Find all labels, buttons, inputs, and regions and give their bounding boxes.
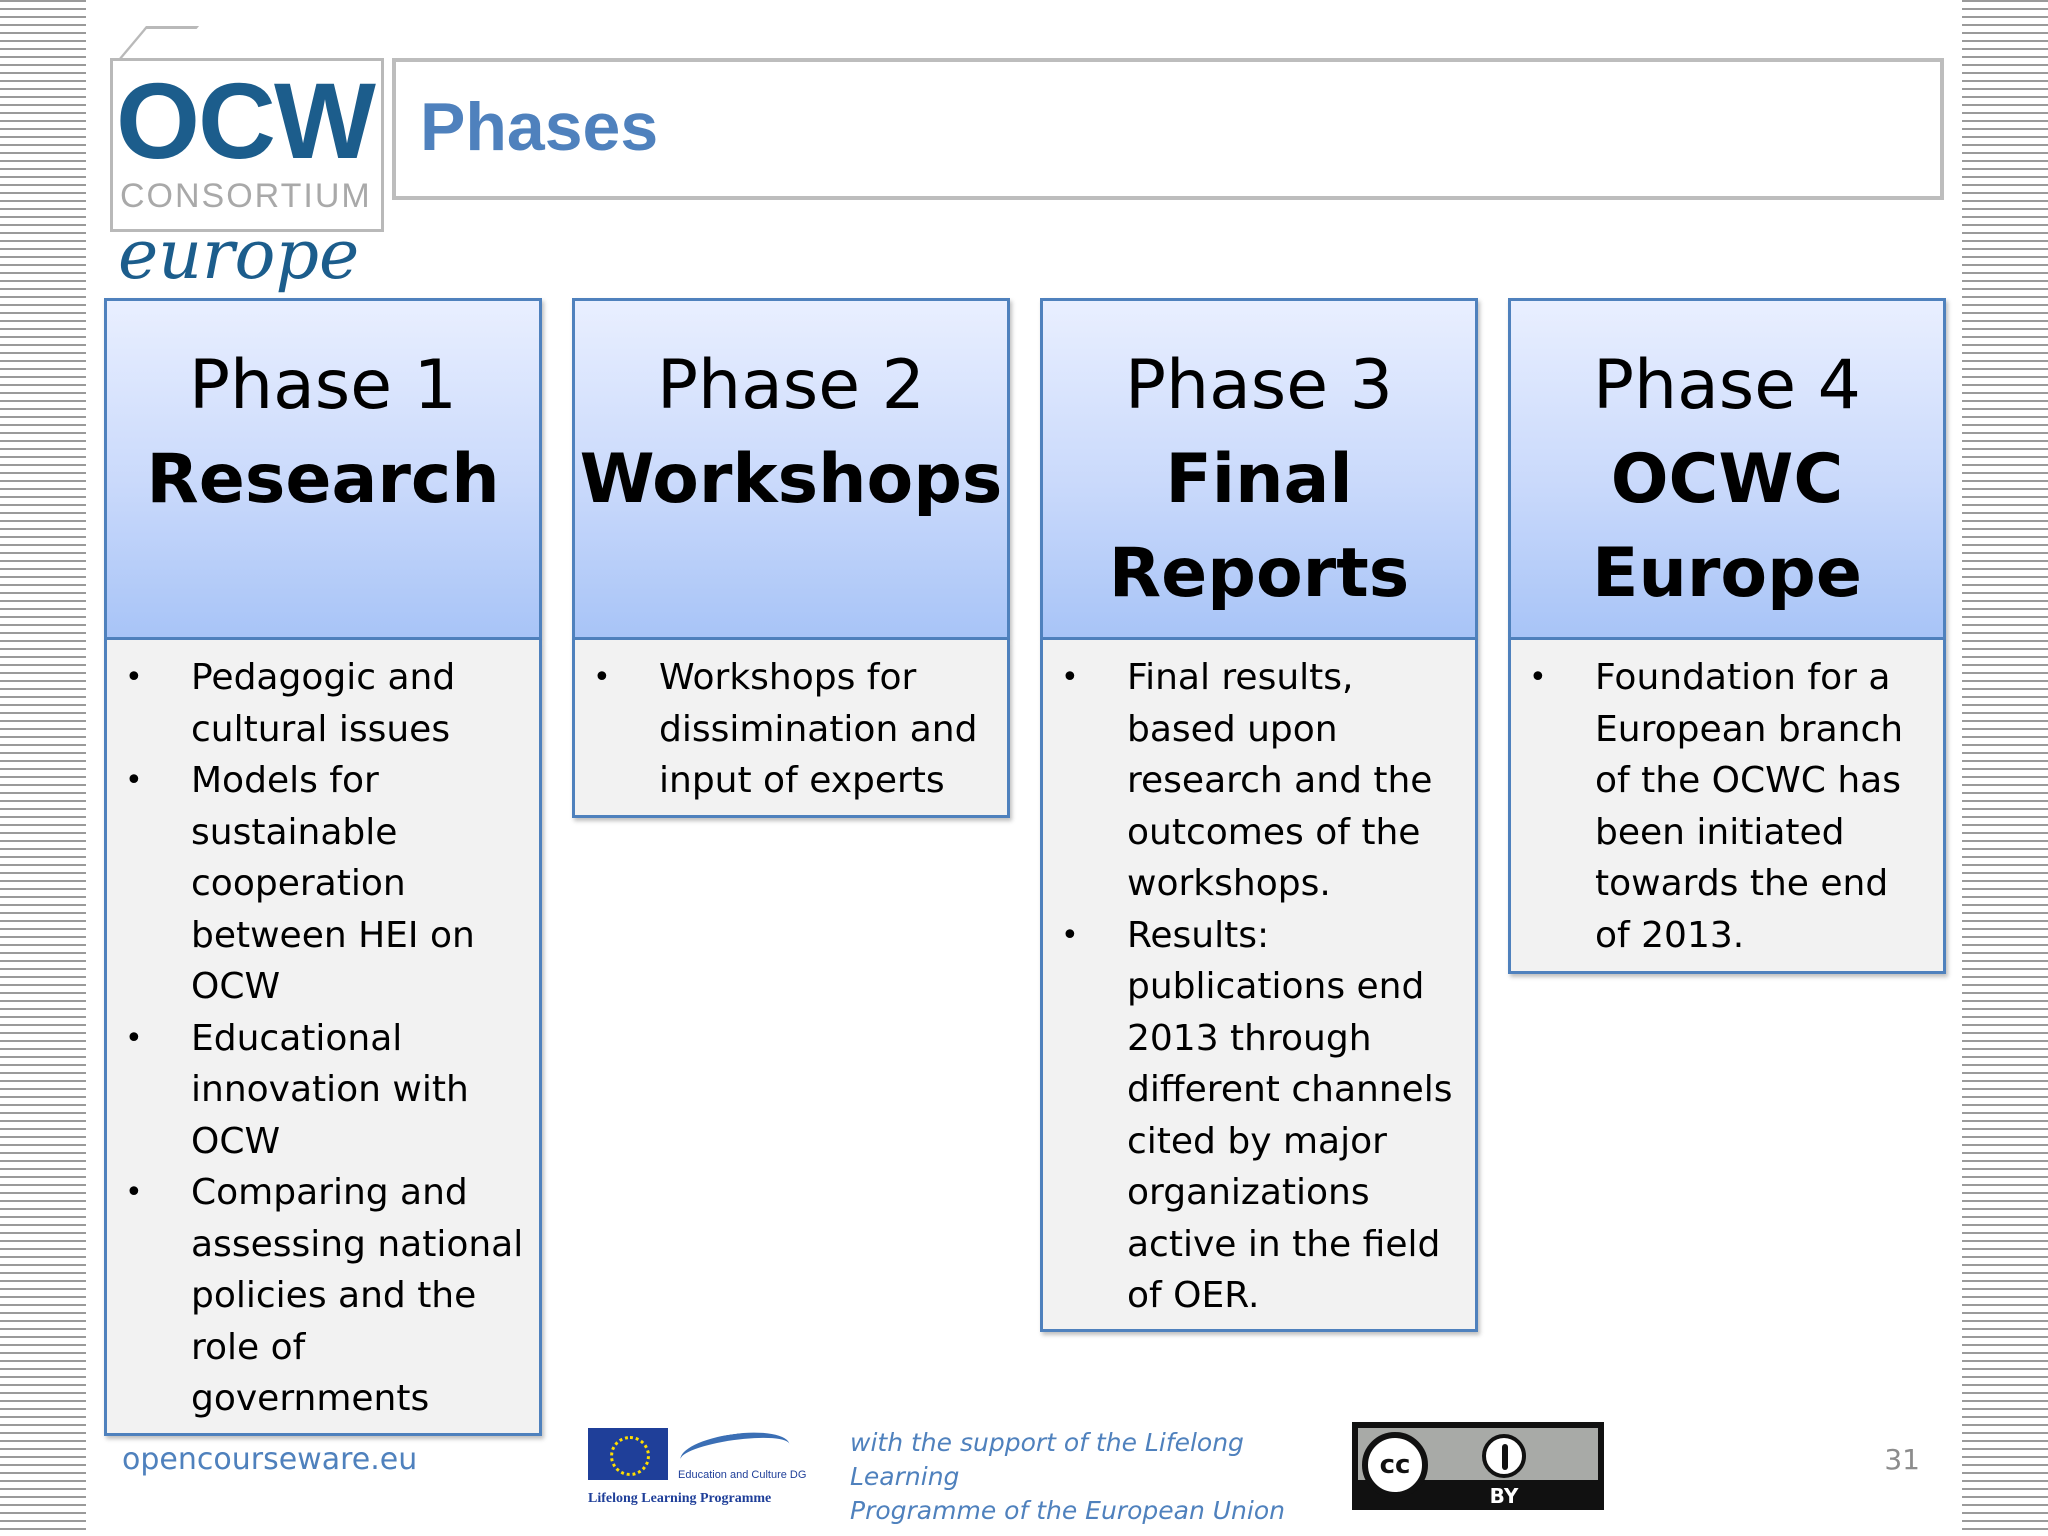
logo-europe-text: europe (118, 216, 360, 295)
phase-1-header (104, 298, 542, 640)
phase-4-name-line-1: OCWC (1610, 440, 1844, 519)
phase-4-bullet-list (1511, 640, 1943, 973)
bullet-icon: • (125, 763, 143, 798)
bullet-text: Results: publications end 2013 through different channels cited by major organizations active in the field of OER. (1127, 914, 1453, 1316)
phase-4-name-line-2: Europe (1592, 534, 1862, 613)
cc-icon: cc (1362, 1432, 1428, 1498)
phase-3-header (1040, 298, 1478, 640)
phase-3-name-line-1: Final (1165, 440, 1353, 519)
bullet-text: Foundation for a European branch of the OCWC has been initiated towards the end of 2013. (1595, 657, 1904, 956)
phase-4-header (1508, 298, 1946, 640)
support-line-2: Programme of the European Union (850, 1496, 1285, 1525)
list-item (1043, 910, 1465, 1322)
bullet-icon: • (1529, 660, 1547, 695)
phase-1-name-line-1: Research (146, 440, 500, 519)
phase-3-body (1040, 640, 1478, 1332)
right-stripe-decoration (1962, 0, 2048, 1536)
phase-2-body (572, 640, 1010, 818)
phase-4-body (1508, 640, 1946, 974)
eu-stars-icon (610, 1436, 650, 1476)
list-item (107, 652, 529, 755)
bullet-icon: • (125, 1175, 143, 1210)
phase-1-number: Phase 1 (189, 346, 457, 425)
ocw-consortium-europe-logo (106, 26, 388, 308)
slide-title: Phases (420, 89, 659, 165)
bullet-text: Educational innovation with OCW (191, 1017, 469, 1162)
bullet-icon: • (125, 660, 143, 695)
phase-1-body (104, 640, 542, 1436)
cc-by-license-badge[interactable] (1352, 1422, 1604, 1510)
bullet-icon: • (1061, 660, 1079, 695)
logo-consortium-text: CONSORTIUM (120, 177, 372, 215)
list-item (107, 1167, 529, 1425)
by-label: BY (1489, 1484, 1519, 1508)
person-figure (1502, 1444, 1508, 1470)
list-item (575, 652, 997, 807)
phase-3-number: Phase 3 (1125, 346, 1393, 425)
bullet-icon: • (125, 1020, 143, 1056)
phase-2-number: Phase 2 (657, 346, 925, 425)
phase-2-bullet-list (575, 640, 1007, 819)
phase-2-name-line-1: Workshops (579, 440, 1003, 519)
page-number: 31 (1884, 1443, 1920, 1476)
phase-3-name-line-2: Reports (1108, 534, 1410, 613)
phase-4-number: Phase 4 (1593, 346, 1861, 425)
bullet-text: Workshops for dissimination and input of experts (659, 657, 978, 801)
list-item (1511, 652, 1933, 961)
list-item (107, 1013, 529, 1168)
attribution-person-icon (1482, 1434, 1526, 1478)
list-item (107, 755, 529, 1013)
llp-dg-text: Education and Culture DG (678, 1469, 807, 1481)
bullet-icon: • (593, 660, 611, 695)
list-item (1043, 652, 1465, 910)
left-stripe-decoration (0, 0, 86, 1536)
bullet-text: Final results, based upon research and the outcomes of the workshops. (1127, 657, 1433, 904)
bullet-text: Models for sustainable cooperation between HEI on OCW (191, 760, 475, 1007)
lifelong-learning-programme-logo (584, 1424, 824, 1510)
eu-flag-icon (588, 1428, 668, 1480)
logo-ocw-text: OCW (116, 60, 374, 181)
llp-label: Lifelong Learning Programme (588, 1491, 772, 1506)
support-line-1: with the support of the Lifelong Learning (850, 1428, 1244, 1491)
phase-2-header (572, 298, 1010, 640)
bullet-text: Comparing and assessing national policies and the role of governments (191, 1172, 524, 1419)
phase-3-bullet-list (1043, 640, 1475, 1334)
phase-1-bullet-list (107, 640, 539, 1437)
footer-website-link[interactable]: opencourseware.eu (122, 1442, 418, 1477)
support-statement (850, 1426, 1340, 1528)
bullet-icon: • (1061, 917, 1079, 953)
slide-title-box (392, 58, 1944, 200)
bullet-text: Pedagogic and cultural issues (191, 657, 456, 750)
